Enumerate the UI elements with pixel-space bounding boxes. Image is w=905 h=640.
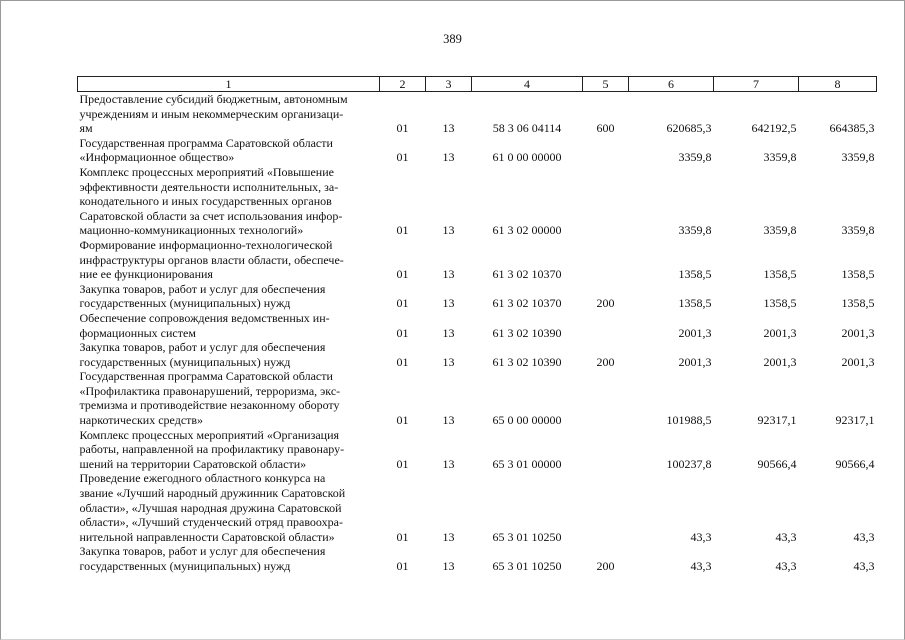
- subsection-code: 13: [442, 296, 455, 311]
- table-row: [78, 165, 877, 238]
- amount-col-7: 3359,8: [763, 223, 797, 238]
- subsection-code: 13: [442, 267, 455, 282]
- table-row: [78, 428, 877, 472]
- table-row: [78, 311, 877, 340]
- table-row: [78, 471, 877, 544]
- col-header: 5: [583, 77, 629, 92]
- col-header: 7: [714, 77, 799, 92]
- row-name-line: области», «Лучшая народная дружина Саратовской: [79, 500, 342, 515]
- target-article-code: 61 3 02 10370: [492, 296, 562, 311]
- row-name: [78, 544, 380, 573]
- row-name: [78, 136, 380, 165]
- row-name: [78, 165, 380, 238]
- section-code: 01: [396, 223, 409, 238]
- col-header: 1: [78, 77, 380, 92]
- table-row: [78, 282, 877, 311]
- amount-col-8: 2001,3: [841, 354, 875, 369]
- row-name-line: «Информационное общество»: [79, 150, 235, 165]
- section-code: 01: [396, 296, 409, 311]
- table-row: [78, 136, 877, 165]
- row-name-line: Государственная программа Саратовской области: [79, 369, 333, 384]
- row-name-line: Закупка товаров, работ и услуг для обеспечения: [79, 340, 326, 355]
- amount-col-6: 1358,5: [678, 296, 712, 311]
- row-name-line: учреждениям и иным некоммерческим организаци-: [79, 106, 344, 121]
- section-code: 01: [396, 529, 409, 544]
- amount-col-7: 1358,5: [763, 296, 797, 311]
- row-name-line: Проведение ежегодного областного конкурса на: [79, 471, 326, 486]
- section-code: 01: [396, 456, 409, 471]
- row-name: [78, 238, 380, 282]
- table-row: [78, 238, 877, 282]
- row-name-line: Формирование информационно-технологической: [79, 237, 333, 252]
- row-name-line: Государственная программа Саратовской области: [79, 135, 333, 150]
- row-name-line: звание «Лучший народный дружинник Саратовской: [79, 486, 346, 501]
- row-name-line: ям: [79, 121, 93, 136]
- subsection-code: 13: [442, 121, 455, 136]
- amount-col-6: 3359,8: [678, 223, 712, 238]
- table-row: [78, 92, 877, 136]
- amount-col-7: 642192,5: [751, 121, 797, 136]
- amount-col-7: 1358,5: [763, 267, 797, 282]
- subsection-code: 13: [442, 559, 455, 573]
- expense-type-code: [583, 238, 629, 282]
- row-name-line: наркотических средств»: [79, 413, 204, 428]
- amount-col-7: 2001,3: [763, 354, 797, 369]
- col-header: 4: [472, 77, 583, 92]
- row-name-line: государственных (муниципальных) нужд: [79, 354, 291, 369]
- row-name-line: эффективности деятельности исполнительных, за-: [79, 179, 339, 194]
- amount-col-6: 620685,3: [666, 121, 712, 136]
- expense-type-code: 600: [596, 121, 615, 136]
- expense-type-code: 200: [596, 296, 615, 311]
- amount-col-6: 100237,8: [666, 456, 712, 471]
- amount-col-8: 1358,5: [841, 267, 875, 282]
- subsection-code: 13: [442, 354, 455, 369]
- target-article-code: 65 3 01 10250: [492, 529, 562, 544]
- amount-col-6: 2001,3: [678, 325, 712, 340]
- row-name-line: Саратовской области за счет использования инфор-: [79, 208, 343, 223]
- target-article-code: 61 0 00 00000: [492, 150, 562, 165]
- section-code: 01: [396, 150, 409, 165]
- target-article-code: 65 3 01 10250: [492, 559, 562, 573]
- row-name-line: Закупка товаров, работ и услуг для обеспечения: [79, 281, 326, 296]
- col-header: 3: [426, 77, 472, 92]
- target-article-code: 58 3 06 04114: [492, 121, 562, 136]
- col-header: 8: [799, 77, 877, 92]
- row-name-line: области», «Лучший студенческий отряд правоохра-: [79, 515, 343, 530]
- amount-col-8: 1358,5: [841, 296, 875, 311]
- target-article-code: 65 0 00 00000: [492, 413, 562, 428]
- expense-type-code: [583, 369, 629, 427]
- subsection-code: 13: [442, 223, 455, 238]
- amount-col-7: 92317,1: [757, 413, 797, 428]
- amount-col-7: 43,3: [775, 529, 797, 544]
- section-code: 01: [396, 413, 409, 428]
- amount-col-8: 92317,1: [835, 413, 875, 428]
- amount-col-8: 43,3: [853, 559, 875, 573]
- table-row: [78, 544, 877, 573]
- expense-type-code: 200: [596, 559, 615, 573]
- col-header: 6: [629, 77, 714, 92]
- subsection-code: 13: [442, 413, 455, 428]
- expense-type-code: [583, 165, 629, 238]
- subsection-code: 13: [442, 325, 455, 340]
- row-name-line: мационно-коммуникационных технологий»: [79, 223, 304, 238]
- row-name-line: нительной направленности Саратовской области»: [79, 529, 335, 544]
- row-name-line: формационных систем: [79, 325, 196, 340]
- amount-col-6: 43,3: [690, 529, 712, 544]
- amount-col-7: 3359,8: [763, 150, 797, 165]
- amount-col-8: 43,3: [853, 529, 875, 544]
- row-name-line: Комплекс процессных мероприятий «Повышение: [79, 164, 334, 179]
- row-name-line: «Профилактика правонарушений, терроризма, экс-: [79, 383, 341, 398]
- table-row: [78, 369, 877, 427]
- amount-col-8: 3359,8: [841, 150, 875, 165]
- page-number: 389: [443, 32, 462, 46]
- section-code: 01: [396, 559, 409, 573]
- expense-type-code: [583, 136, 629, 165]
- amount-col-6: 101988,5: [666, 413, 712, 428]
- amount-col-8: 90566,4: [835, 456, 875, 471]
- row-name-line: Комплекс процессных мероприятий «Организация: [79, 427, 340, 442]
- target-article-code: 65 3 01 00000: [492, 456, 562, 471]
- row-name-line: государственных (муниципальных) нужд: [79, 559, 291, 573]
- amount-col-7: 43,3: [775, 559, 797, 573]
- section-code: 01: [396, 121, 409, 136]
- col-header: 2: [380, 77, 426, 92]
- amount-col-8: 664385,3: [829, 121, 875, 136]
- amount-col-7: 90566,4: [757, 456, 797, 471]
- subsection-code: 13: [442, 456, 455, 471]
- section-code: 01: [396, 354, 409, 369]
- row-name-line: Обеспечение сопровождения ведомственных ин-: [79, 310, 330, 325]
- amount-col-8: 2001,3: [841, 325, 875, 340]
- amount-col-6: 3359,8: [678, 150, 712, 165]
- row-name: [78, 282, 380, 311]
- row-name-line: конодательного и иных государственных органов: [79, 194, 332, 209]
- row-name-line: инфраструктуры органов власти области, обеспече-: [79, 252, 344, 267]
- table-row: [78, 340, 877, 369]
- amount-col-6: 1358,5: [678, 267, 712, 282]
- expense-type-code: [583, 471, 629, 544]
- subsection-code: 13: [442, 150, 455, 165]
- target-article-code: 61 3 02 10370: [492, 267, 562, 282]
- target-article-code: 61 3 02 00000: [492, 223, 562, 238]
- row-name-line: шений на территории Саратовской области»: [79, 456, 307, 471]
- row-name: [78, 428, 380, 472]
- column-number-row: [78, 77, 877, 92]
- row-name-line: работы, направленной на профилактику правонару-: [79, 442, 345, 457]
- subsection-code: 13: [442, 529, 455, 544]
- row-name: [78, 340, 380, 369]
- row-name-line: тремизма и противодействие незаконному обороту: [79, 398, 340, 413]
- row-name-line: государственных (муниципальных) нужд: [79, 296, 291, 311]
- row-name-line: Закупка товаров, работ и услуг для обеспечения: [79, 544, 326, 559]
- expense-type-code: [583, 428, 629, 472]
- table-body: [78, 92, 877, 574]
- budget-table: [77, 76, 877, 574]
- row-name: [78, 471, 380, 544]
- amount-col-8: 3359,8: [841, 223, 875, 238]
- row-name-line: ние ее функционирования: [79, 267, 213, 282]
- row-name: [78, 92, 380, 136]
- amount-col-7: 2001,3: [763, 325, 797, 340]
- target-article-code: 61 3 02 10390: [492, 325, 562, 340]
- section-code: 01: [396, 267, 409, 282]
- row-name: [78, 311, 380, 340]
- amount-col-6: 43,3: [690, 559, 712, 573]
- expense-type-code: [583, 311, 629, 340]
- target-article-code: 61 3 02 10390: [492, 354, 562, 369]
- expense-type-code: 200: [596, 354, 615, 369]
- row-name: [78, 369, 380, 427]
- row-name-line: Предоставление субсидий бюджетным, автономным: [79, 92, 348, 106]
- amount-col-6: 2001,3: [678, 354, 712, 369]
- section-code: 01: [396, 325, 409, 340]
